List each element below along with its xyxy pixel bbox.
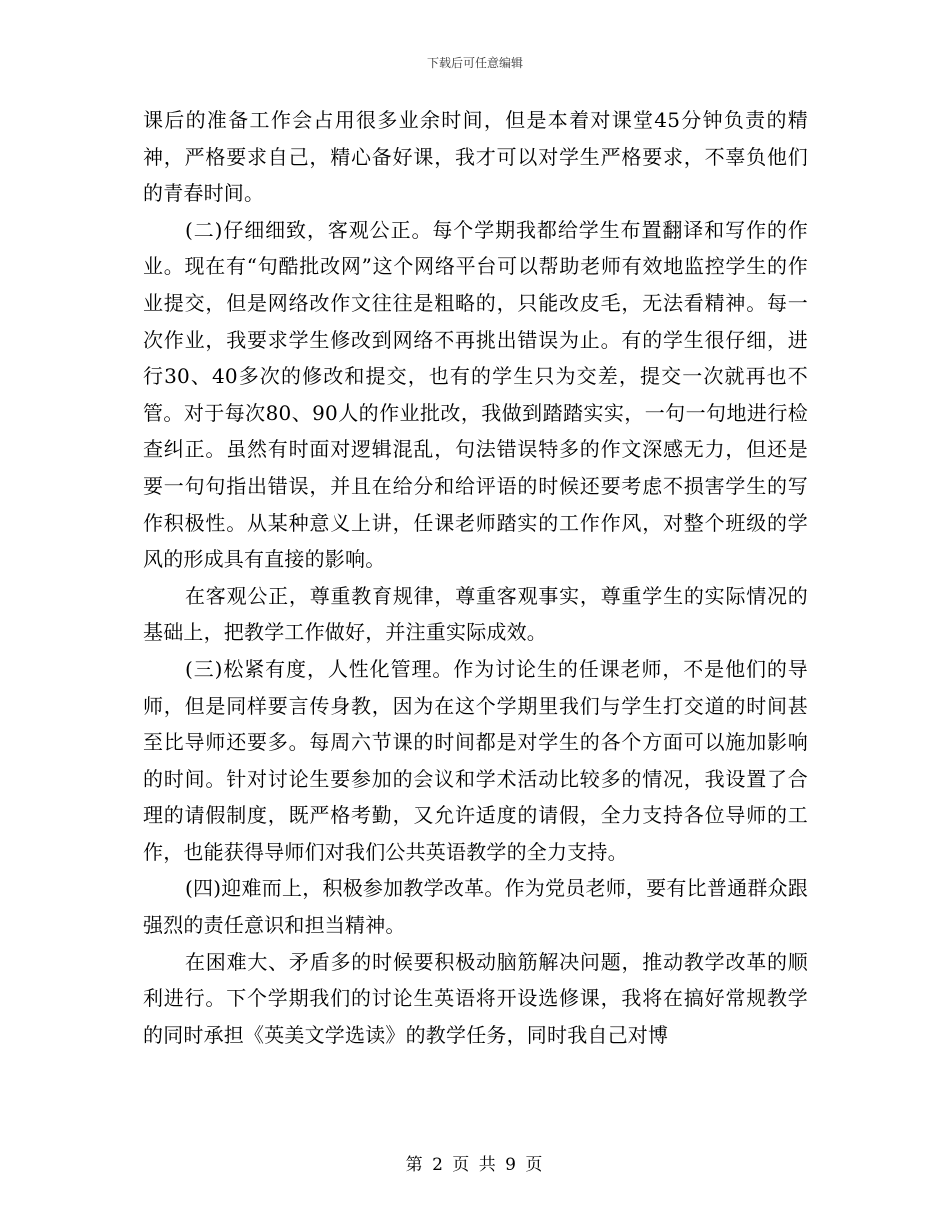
paragraph-teaching-reform: 在困难大、矛盾多的时候要积极动脑筋解决问题，推动教学改革的顺利进行。下个学期我们的讨论生英语将开设选修课，我将在搞好常规教学的同时承担《英美文学选读》的教学任务，同时我自己对博 (143, 949, 808, 1047)
paragraph-continuation: 课后的准备工作会占用很多业余时间，但是本着对课堂45分钟负责的精神，严格要求自己，精心备好课，我才可以对学生严格要求，不辜负他们的青春时间。 (143, 108, 808, 206)
paragraph-section-three: (三)松紧有度，人性化管理。作为讨论生的任课老师，不是他们的导师，但是同样要言传身教，因为在这个学期里我们与学生打交道的时间甚至比导师还要多。每周六节课的时间都是对学生的各个方面可以施加影响的时间。针对讨论生要参加的会议和学术活动比较多的情况，我设置了合理的请假制度，既严格考勤，又允许适度的请假，全力支持各位导师的工作，也能获得导师们对我们公共英语教学的全力支持。 (143, 656, 808, 864)
paragraph-section-two: (二)仔细细致，客观公正。每个学期我都给学生布置翻译和写作的作业。现在有“句酷批改网”这个网络平台可以帮助老师有效地监控学生的作业提交，但是网络改作文往往是粗略的，只能改皮毛，无法看精神。每一次作业，我要求学生修改到网络不再挑出错误为止。有的学生很仔细，进行30、40多次的修改和提交，也有的学生只为交差，提交一次就再也不管。对于每次80、90人的作业批改，我做到踏踏实实，一句一句地进行检查纠正。虽然有时面对逻辑混乱，句法错误特多的作文深感无力，但还是要一句句指出错误，并且在给分和给评语的时候还要考虑不损害学生的写作积极性。从某种意义上讲，任课老师踏实的工作作风，对整个班级的学风的形成具有直接的影响。 (143, 217, 808, 572)
document-body (143, 102, 808, 1053)
page-footer: 第 2 页 共 9 页 (405, 1155, 545, 1175)
paragraph-section-four: (四)迎难而上，积极参加教学改革。作为党员老师，要有比普通群众跟强烈的责任意识和担当精神。 (143, 876, 808, 938)
page-header: 下载后可任意编辑 (426, 56, 523, 70)
paragraph-objective-fairness: 在客观公正，尊重教育规律，尊重客观事实，尊重学生的实际情况的基础上，把教学工作做好，并注重实际成效。 (143, 583, 808, 645)
